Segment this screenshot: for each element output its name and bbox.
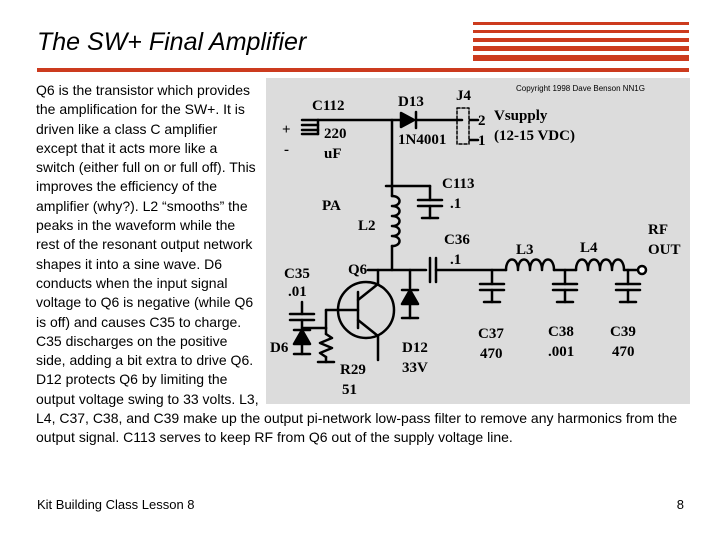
d12-label: D12 (402, 340, 428, 356)
j4-pin1: 1 (478, 133, 486, 149)
out-label: OUT (648, 242, 681, 258)
d6-label: D6 (270, 340, 289, 356)
r29-value: 51 (342, 382, 357, 398)
j4-label: J4 (456, 88, 471, 104)
pa-label: PA (322, 198, 341, 214)
vsupply-range: (12-15 VDC) (494, 128, 575, 144)
j4-pin2: 2 (478, 113, 486, 129)
c112-minus: - (284, 142, 289, 158)
body-paragraph (36, 81, 686, 448)
r29-label: R29 (340, 362, 366, 378)
c35-value: .01 (288, 284, 307, 300)
body-text: Q6 is the transistor which provides the amplification for the SW+. It is driven like a class C amplifier except that it acts more like a switch (either full on or full off). This improves the efficiency of the amplifier (why?). L2 “smooths” the peaks in the waveform while the rest of the resonant output network shapes it into a sine wave. D6 conducts when the input signal voltage to Q6 is negative (while Q6 is off) and causes C35 to charge. C35 discharges on the positive side, adding a bit extra to drive Q6. D12 protects Q6 by limiting the output voltage swing to 33 volts. L3, L4, C37, C38, and C39 make up the output pi-network low-pass filter to remove any harmonics from the output signal. C113 serves to keep RF from Q6 out of the supply voltage line. (36, 82, 678, 446)
c35-label: C35 (284, 266, 310, 282)
l3-label: L3 (516, 242, 534, 258)
c38-value: .001 (548, 344, 575, 360)
c112-label: C112 (312, 98, 345, 114)
vsupply-label: Vsupply (494, 108, 548, 124)
c36-value: .1 (450, 252, 462, 268)
c112-unit: uF (324, 146, 342, 162)
page-number: 8 (676, 497, 684, 512)
d12-value: 33V (402, 360, 428, 376)
c36-label: C36 (444, 232, 470, 248)
c37-value: 470 (480, 346, 503, 362)
c38-label: C38 (548, 324, 574, 340)
c39-label: C39 (610, 324, 636, 340)
c112-value: 220 (324, 126, 347, 142)
title-rule (37, 68, 689, 72)
q6-label: Q6 (348, 262, 368, 278)
l2-label: L2 (358, 218, 376, 234)
l4-label: L4 (580, 240, 598, 256)
footer-course-label: Kit Building Class Lesson 8 (37, 497, 195, 512)
c113-value: .1 (450, 196, 462, 212)
copyright-note: Copyright 1998 Dave Benson NN1G (516, 84, 645, 93)
c39-value: 470 (612, 344, 635, 360)
rf-label: RF (648, 222, 668, 238)
slide-title: The SW+ Final Amplifier (37, 28, 307, 56)
c112-plus: + (282, 122, 291, 138)
c37-label: C37 (478, 326, 504, 342)
c113-label: C113 (442, 176, 475, 192)
d13-part: 1N4001 (398, 132, 447, 148)
d13-label: D13 (398, 94, 424, 110)
